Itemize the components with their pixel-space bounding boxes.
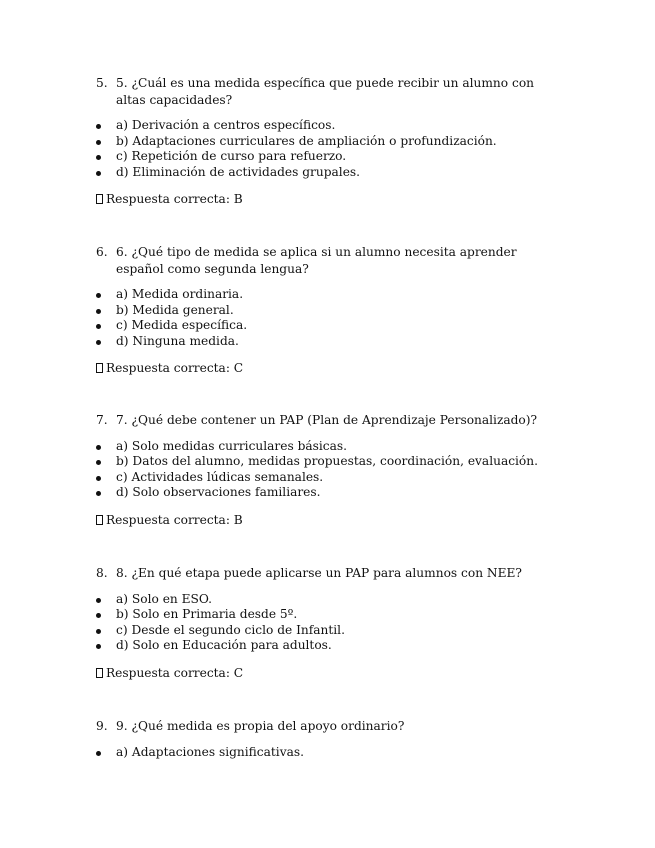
option-c: c) Repetición de curso para refuerzo. [96, 149, 566, 165]
question-heading [96, 718, 566, 735]
bullet-icon [96, 309, 101, 314]
correct-answer: Respuesta correcta: C [96, 665, 566, 681]
question-number: 6. [96, 245, 108, 259]
question-heading [96, 75, 566, 108]
question-text: 7. ¿Qué debe contener un PAP (Plan de Aprendizaje Personalizado)? [116, 413, 538, 427]
question-text: 9. ¿Qué medida es propia del apoyo ordinario? [116, 719, 405, 733]
options-list [96, 745, 566, 761]
option-c: c) Actividades lúdicas semanales. [96, 470, 566, 486]
bullet-icon [96, 460, 101, 465]
check-box-icon [96, 194, 103, 204]
option-a: a) Solo en ESO. [96, 592, 566, 608]
question-number: 9. [96, 719, 108, 733]
question-5 [96, 75, 566, 207]
question-number: 7. [96, 413, 108, 427]
options-list [96, 439, 566, 501]
check-box-icon [96, 363, 103, 373]
option-c: c) Desde el segundo ciclo de Infantil. [96, 623, 566, 639]
question-text: 8. ¿En qué etapa puede aplicarse un PAP para alumnos con NEE? [116, 566, 522, 580]
bullet-icon [96, 445, 101, 450]
bullet-icon [96, 751, 101, 756]
bullet-icon [96, 155, 101, 160]
option-a: a) Adaptaciones significativas. [96, 745, 566, 761]
question-9 [96, 718, 566, 760]
option-b: b) Solo en Primaria desde 5º. [96, 607, 566, 623]
bullet-icon [96, 324, 101, 329]
option-b: b) Medida general. [96, 303, 566, 319]
option-d: d) Solo observaciones familiares. [96, 485, 566, 501]
option-d: d) Ninguna medida. [96, 334, 566, 350]
check-box-icon [96, 668, 103, 678]
question-number: 5. [96, 76, 108, 90]
question-heading [96, 244, 566, 277]
question-7 [96, 412, 566, 528]
question-text: 5. ¿Cuál es una medida específica que puede recibir un alumno con altas capacidades? [116, 76, 535, 107]
option-d: d) Eliminación de actividades grupales. [96, 165, 566, 181]
bullet-icon [96, 598, 101, 603]
bullet-icon [96, 491, 101, 496]
options-list [96, 118, 566, 180]
question-number: 8. [96, 566, 108, 580]
correct-answer: Respuesta correcta: B [96, 512, 566, 528]
question-heading [96, 565, 566, 582]
correct-answer: Respuesta correcta: B [96, 191, 566, 207]
bullet-icon [96, 140, 101, 145]
bullet-icon [96, 171, 101, 176]
option-d: d) Solo en Educación para adultos. [96, 638, 566, 654]
question-8 [96, 565, 566, 681]
option-a: a) Derivación a centros específicos. [96, 118, 566, 134]
question-heading [96, 412, 566, 429]
bullet-icon [96, 293, 101, 298]
bullet-icon [96, 476, 101, 481]
option-b: b) Datos del alumno, medidas propuestas, coordinación, evaluación. [96, 454, 566, 470]
bullet-icon [96, 613, 101, 618]
options-list [96, 287, 566, 349]
question-6 [96, 244, 566, 376]
bullet-icon [96, 340, 101, 345]
check-box-icon [96, 515, 103, 525]
options-list [96, 592, 566, 654]
option-a: a) Solo medidas curriculares básicas. [96, 439, 566, 455]
option-b: b) Adaptaciones curriculares de ampliación o profundización. [96, 134, 566, 150]
bullet-icon [96, 124, 101, 129]
option-c: c) Medida específica. [96, 318, 566, 334]
question-text: 6. ¿Qué tipo de medida se aplica si un alumno necesita aprender español como segunda lengua? [116, 245, 517, 276]
bullet-icon [96, 629, 101, 634]
bullet-icon [96, 644, 101, 649]
correct-answer: Respuesta correcta: C [96, 360, 566, 376]
option-a: a) Medida ordinaria. [96, 287, 566, 303]
